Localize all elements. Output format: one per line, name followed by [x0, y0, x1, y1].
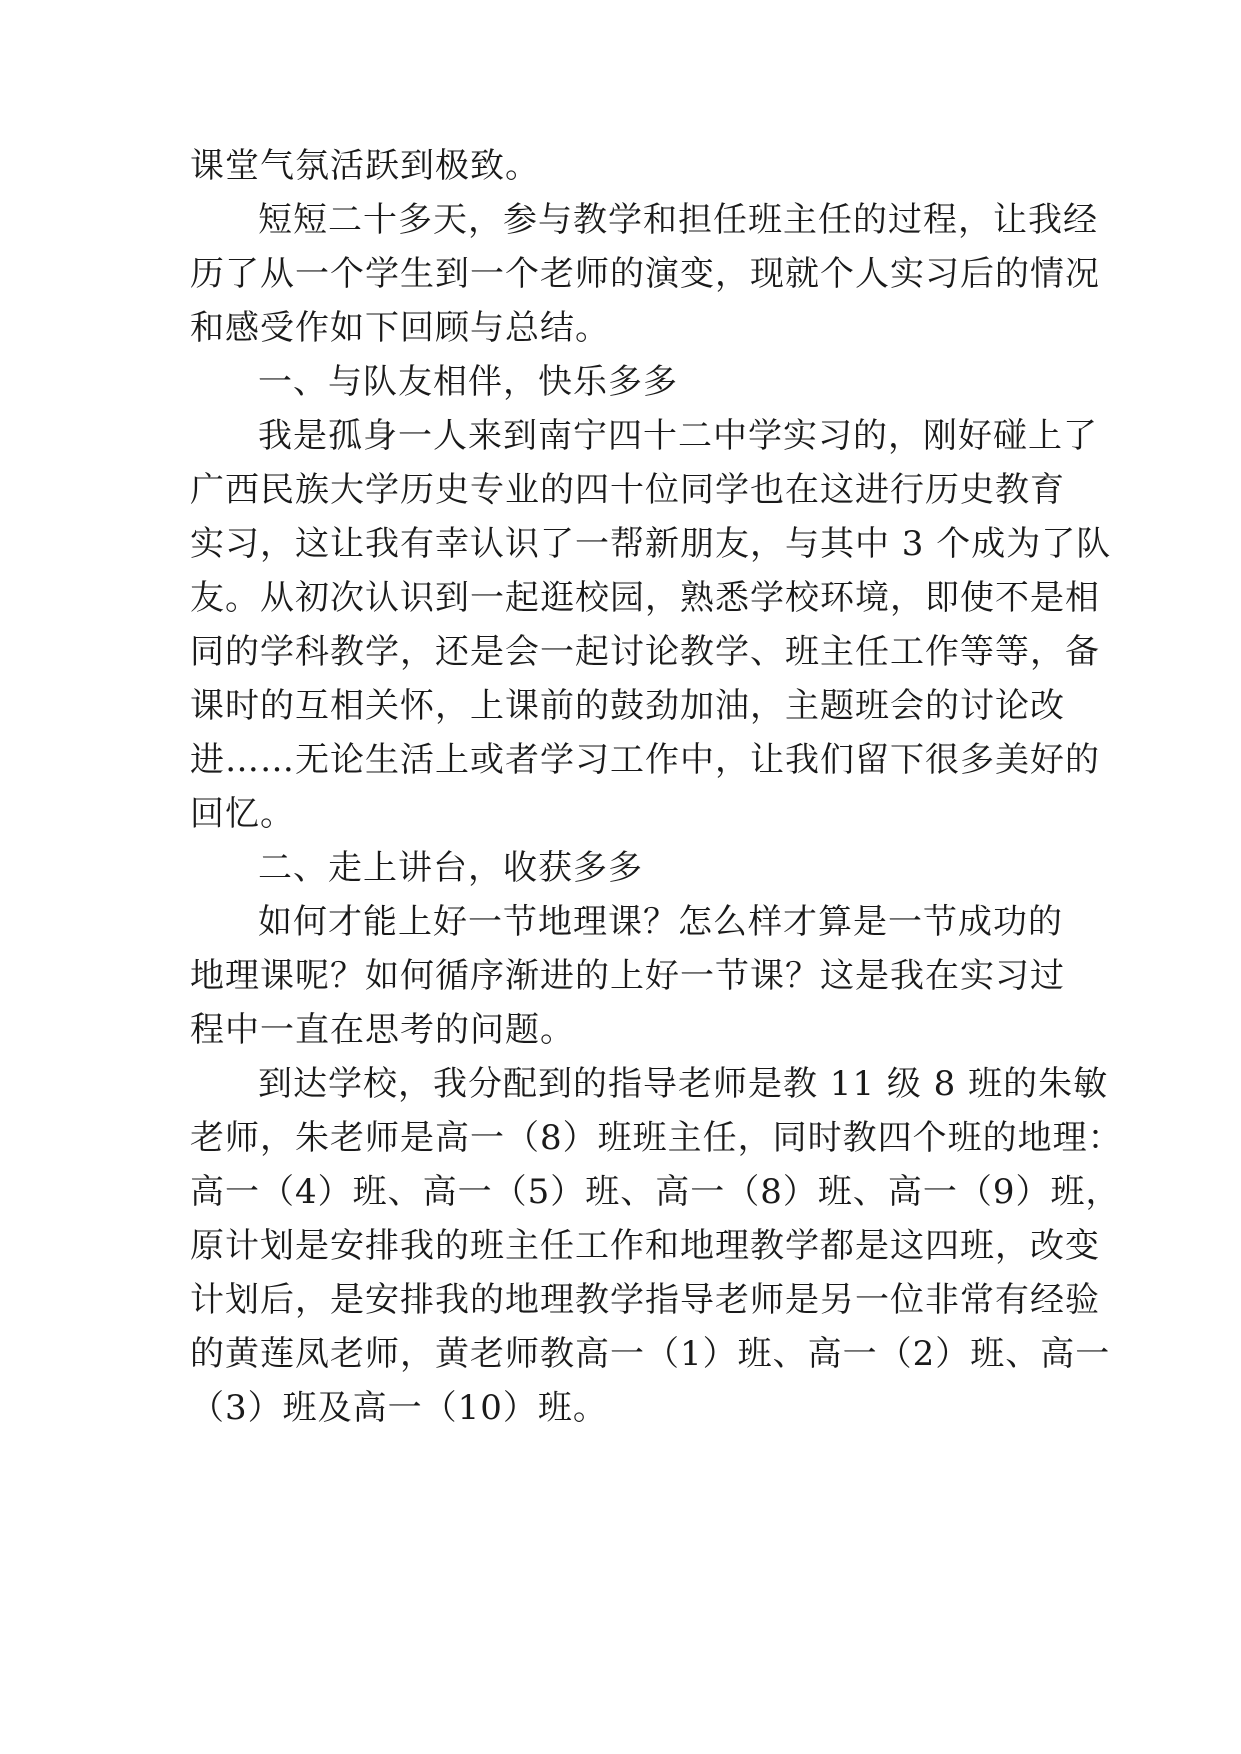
text-line: 进……无论生活上或者学习工作中，让我们留下很多美好的: [190, 740, 1100, 780]
section-heading-1: 一、与队友相伴，快乐多多: [258, 362, 678, 402]
text-line: 历了从一个学生到一个老师的演变，现就个人实习后的情况: [190, 254, 1100, 294]
text-line: 回忆。: [190, 794, 295, 834]
text-line: 程中一直在思考的问题。: [190, 1010, 575, 1050]
text-line: 友。从初次认识到一起逛校园，熟悉学校环境，即使不是相: [190, 578, 1100, 618]
text-line: 地理课呢？如何循序渐进的上好一节课？这是我在实习过: [190, 956, 1065, 996]
text-line: 广西民族大学历史专业的四十位同学也在这进行历史教育: [190, 470, 1065, 510]
text-line: （3）班及高一（10）班。: [190, 1388, 608, 1428]
text-line: 课时的互相关怀，上课前的鼓劲加油，主题班会的讨论改: [190, 686, 1065, 726]
text-line: 原计划是安排我的班主任工作和地理教学都是这四班，改变: [190, 1226, 1100, 1266]
text-line: 和感受作如下回顾与总结。: [190, 308, 610, 348]
text-line: 实习，这让我有幸认识了一帮新朋友，与其中 3 个成为了队: [190, 524, 1112, 564]
paragraph-first-line: 如何才能上好一节地理课？怎么样才算是一节成功的: [258, 902, 1063, 942]
text-line: 老师，朱老师是高一（8）班班主任，同时教四个班的地理：: [190, 1118, 1123, 1158]
paragraph-first-line: 短短二十多天，参与教学和担任班主任的过程，让我经: [258, 200, 1098, 240]
text-line: 高一（4）班、高一（5）班、高一（8）班、高一（9）班，: [190, 1172, 1121, 1212]
text-line: 同的学科教学，还是会一起讨论教学、班主任工作等等，备: [190, 632, 1100, 672]
text-line: 课堂气氛活跃到极致。: [190, 146, 540, 186]
section-heading-2: 二、走上讲台，收获多多: [258, 848, 643, 888]
text-line: 的黄莲凤老师，黄老师教高一（1）班、高一（2）班、高一: [190, 1334, 1111, 1374]
paragraph-first-line: 我是孤身一人来到南宁四十二中学实习的，刚好碰上了: [258, 416, 1098, 456]
text-line: 计划后，是安排我的地理教学指导老师是另一位非常有经验: [190, 1280, 1100, 1320]
paragraph-first-line: 到达学校，我分配到的指导老师是教 11 级 8 班的朱敏: [258, 1064, 1109, 1104]
